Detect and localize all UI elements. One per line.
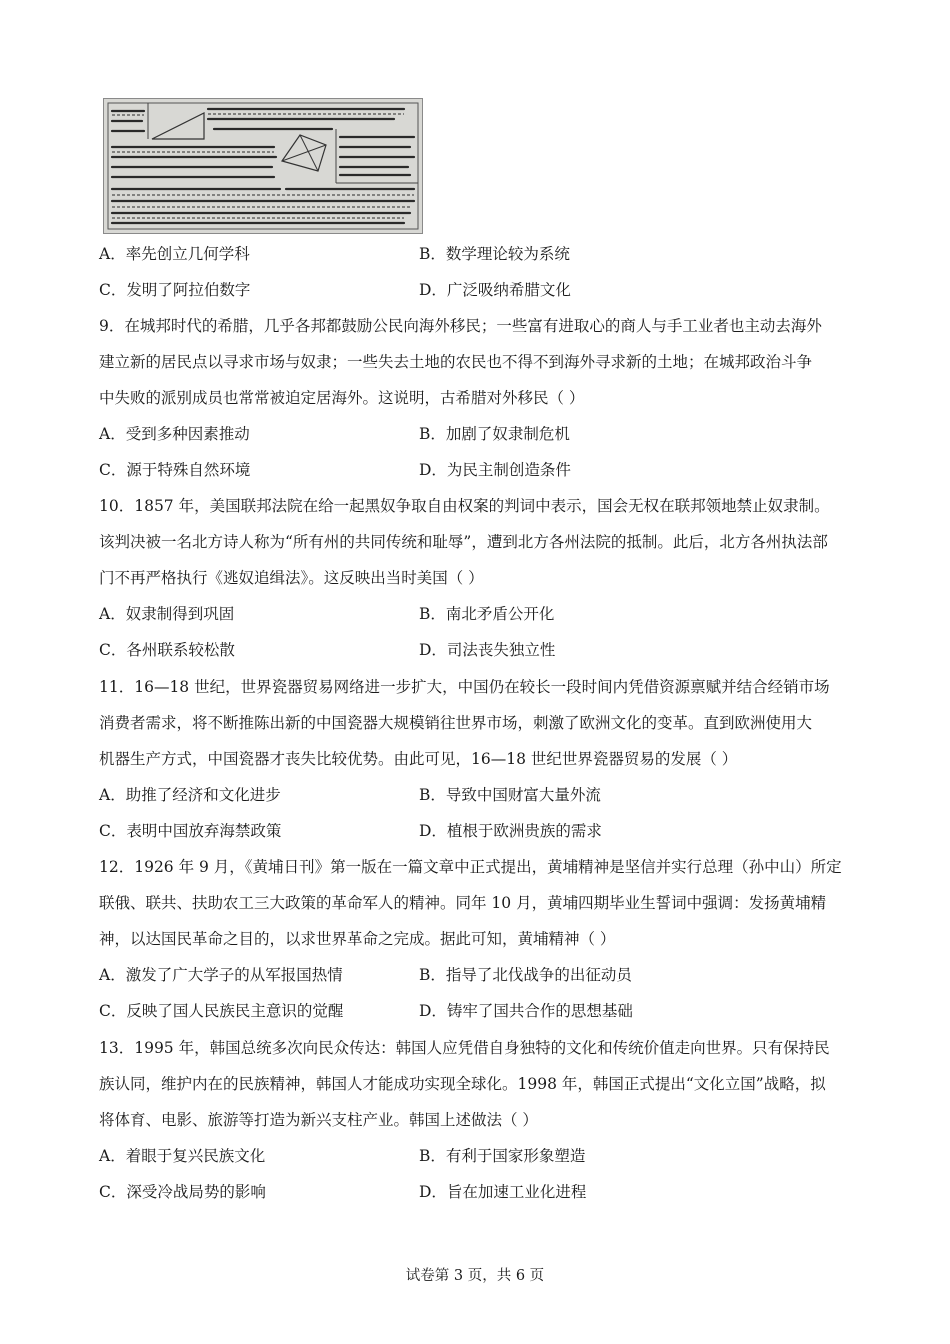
q12-stem-line-1: 12．1926 年 9 月，《黄埔日刊》第一版在一篇文章中正式提出，黄埔精神是坚信并实行总理（孙中山）所定 bbox=[99, 858, 842, 876]
q10-option-d: D．司法丧失独立性 bbox=[419, 641, 556, 659]
q9-stem-line-3: 中失败的派别成员也常常被迫定居海外。这说明，古希腊对外移民（ ） bbox=[99, 389, 585, 407]
q11-option-b: B．导致中国财富大量外流 bbox=[419, 786, 601, 804]
q12-option-d: D．铸牢了国共合作的思想基础 bbox=[419, 1002, 633, 1020]
q13-option-d: D．旨在加速工业化进程 bbox=[419, 1183, 587, 1201]
q12-option-b: B．指导了北伐战争的出征动员 bbox=[419, 966, 632, 984]
q8-option-d: D．广泛吸纳希腊文化 bbox=[419, 281, 571, 299]
q9-option-d: D．为民主制创造条件 bbox=[419, 461, 571, 479]
q13-option-b: B．有利于国家形象塑造 bbox=[419, 1147, 586, 1165]
q10-stem-line-1: 10．1857 年，美国联邦法院在给一起黑奴争取自由权案的判词中表示，国会无权在联邦领地禁止奴隶制。 bbox=[99, 497, 830, 515]
q13-option-a: A．着眼于复兴民族文化 bbox=[99, 1147, 266, 1165]
q10-stem-line-2: 该判决被一名北方诗人称为“所有州的共同传统和耻辱”，遭到北方各州法院的抵制。此后，北方各州执法部 bbox=[99, 533, 828, 551]
q12-option-a: A．激发了广大学子的从军报国热情 bbox=[99, 966, 343, 984]
manuscript-image bbox=[103, 98, 423, 234]
q11-option-d: D．植根于欧洲贵族的需求 bbox=[419, 822, 602, 840]
q10-option-c: C．各州联系较松散 bbox=[99, 641, 235, 659]
q12-stem-line-3: 神，以达国民革命之目的，以求世界革命之完成。据此可知，黄埔精神（ ） bbox=[99, 930, 616, 948]
q9-option-b: B．加剧了奴隶制危机 bbox=[419, 425, 570, 443]
q11-stem-line-3: 机器生产方式，中国瓷器才丧失比较优势。由此可见，16—18 世纪世界瓷器贸易的发展（ ） bbox=[99, 750, 738, 768]
q9-option-c: C．源于特殊自然环境 bbox=[99, 461, 251, 479]
q9-stem-line-2: 建立新的居民点以寻求市场与奴隶；一些失去土地的农民也不得不到海外寻求新的土地；在城邦政治斗争 bbox=[99, 353, 813, 371]
q9-stem-line-1: 9．在城邦时代的希腊，几乎各邦都鼓励公民向海外移民；一些富有进取心的商人与手工业者也主动去海外 bbox=[99, 317, 822, 335]
q10-stem-line-3: 门不再严格执行《逃奴追缉法》。这反映出当时美国（ ） bbox=[99, 569, 484, 587]
q13-option-c: C．深受冷战局势的影响 bbox=[99, 1183, 266, 1201]
q10-option-b: B．南北矛盾公开化 bbox=[419, 605, 555, 623]
q11-stem-line-2: 消费者需求，将不断推陈出新的中国瓷器大规模销往世界市场，刺激了欧洲文化的变革。直到欧洲使用大 bbox=[99, 714, 813, 732]
manuscript-drawing bbox=[104, 99, 422, 233]
q11-option-a: A．助推了经济和文化进步 bbox=[99, 786, 281, 804]
q8-option-c: C．发明了阿拉伯数字 bbox=[99, 281, 251, 299]
q9-option-a: A．受到多种因素推动 bbox=[99, 425, 250, 443]
q11-stem-line-1: 11．16—18 世纪，世界瓷器贸易网络进一步扩大，中国仍在较长一段时间内凭借资源禀赋并结合经销市场 bbox=[99, 678, 830, 696]
q8-option-b: B．数学理论较为系统 bbox=[419, 245, 570, 263]
q13-stem-line-3: 将体育、电影、旅游等打造为新兴支柱产业。韩国上述做法（ ） bbox=[99, 1111, 538, 1129]
q13-stem-line-1: 13．1995 年，韩国总统多次向民众传达：韩国人应凭借自身独特的文化和传统价值走向世界。只有保持民 bbox=[99, 1039, 830, 1057]
q12-option-c: C．反映了国人民族民主意识的觉醒 bbox=[99, 1002, 344, 1020]
q13-stem-line-2: 族认同，维护内在的民族精神，韩国人才能成功实现全球化。1998 年，韩国正式提出“文化立国”战略，拟 bbox=[99, 1075, 826, 1093]
q10-option-a: A．奴隶制得到巩固 bbox=[99, 605, 235, 623]
q11-option-c: C．表明中国放弃海禁政策 bbox=[99, 822, 282, 840]
q12-stem-line-2: 联俄、联共、扶助农工三大政策的革命军人的精神。同年 10 月，黄埔四期毕业生誓词中强调：发扬黄埔精 bbox=[99, 894, 827, 912]
page-footer: 试卷第 3 页，共 6 页 bbox=[405, 1268, 545, 1284]
q8-option-a: A．率先创立几何学科 bbox=[99, 245, 250, 263]
